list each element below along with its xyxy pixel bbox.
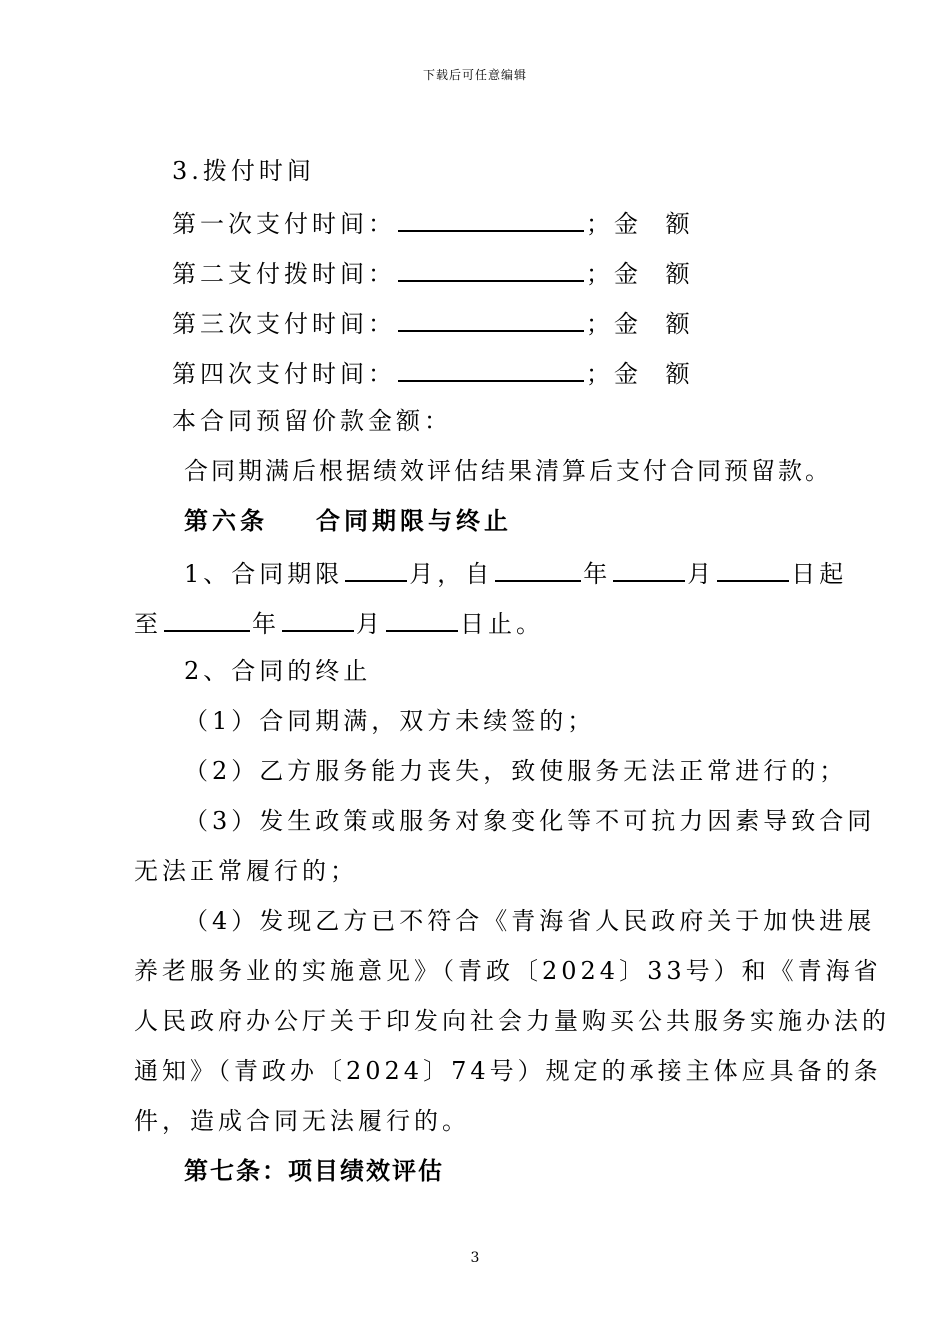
termination-item: （3）发生政策或服务对象变化等不可抗力因素导致合同 (184, 807, 876, 835)
term-months-blank[interactable] (345, 556, 407, 582)
payment-row (172, 306, 700, 339)
article7-heading: 第七条：项目绩效评估 (184, 1156, 444, 1185)
end-day-label: 日止。 (460, 610, 544, 638)
contract-term-line1 (184, 556, 847, 589)
reserve-amount-label: 本合同预留价款金额： (172, 407, 452, 435)
start-month-label: 月 (687, 560, 716, 588)
page-header: 下载后可任意编辑 (422, 68, 527, 82)
start-year-blank[interactable] (495, 556, 581, 582)
termination-item: 养老服务业的实施意见》（青政〔2024〕33号）和《青海省 (134, 957, 882, 985)
payment-separator: ； (586, 310, 614, 338)
end-day-blank[interactable] (386, 606, 458, 632)
termination-item: 件，造成合同无法履行的。 (134, 1107, 470, 1135)
termination-item: （4）发现乙方已不符合《青海省人民政府关于加快进展 (184, 907, 876, 935)
end-year-label: 年 (252, 610, 280, 638)
reserve-note: 合同期满后根据绩效评估结果清算后支付合同预留款。 (184, 457, 832, 485)
payment-schedule-title: 3.拨付时间 (172, 157, 315, 185)
payment-time-blank[interactable] (398, 356, 584, 382)
termination-item: 人民政府办公厅关于印发向社会力量购买公共服务实施办法的 (134, 1007, 890, 1035)
article6-heading (184, 506, 512, 536)
payment-row (172, 356, 700, 389)
termination-item: （2）乙方服务能力丧失，致使服务无法正常进行的； (184, 757, 848, 785)
payment-time-blank[interactable] (398, 206, 584, 232)
termination-item: 通知》（青政办〔2024〕74号）规定的承接主体应具备的条 (134, 1057, 882, 1085)
term-month-unit: 月，自 (409, 560, 494, 588)
term-prefix: 1、合同期限 (184, 560, 344, 588)
payment-label: 第四次支付时间： (172, 360, 396, 388)
page-number: 3 (470, 1250, 480, 1266)
termination-item: 无法正常履行的； (134, 857, 358, 885)
payment-separator: ； (586, 360, 614, 388)
article6-number: 第六条 (184, 506, 268, 535)
payment-label: 第二支付拨时间： (172, 260, 396, 288)
article6-title: 合同期限与终止 (316, 506, 512, 535)
payment-separator: ； (586, 210, 614, 238)
start-day-blank[interactable] (717, 556, 789, 582)
payment-amount-label: 金 额 (614, 360, 700, 388)
end-year-blank[interactable] (164, 606, 250, 632)
termination-title: 2、合同的终止 (184, 657, 372, 685)
payment-row (172, 256, 700, 289)
payment-label: 第三次支付时间： (172, 310, 396, 338)
end-month-label: 月 (356, 610, 384, 638)
payment-time-blank[interactable] (398, 256, 584, 282)
end-month-blank[interactable] (282, 606, 354, 632)
payment-separator: ； (586, 260, 614, 288)
payment-amount-label: 金 额 (614, 260, 700, 288)
start-day-label: 日起 (791, 560, 848, 588)
payment-amount-label: 金 额 (614, 310, 700, 338)
contract-term-line2 (134, 606, 544, 639)
payment-amount-label: 金 额 (614, 210, 700, 238)
payment-label: 第一次支付时间： (172, 210, 396, 238)
payment-time-blank[interactable] (398, 306, 584, 332)
payment-row (172, 206, 700, 239)
term-to: 至 (134, 610, 162, 638)
start-month-blank[interactable] (613, 556, 685, 582)
termination-item: （1）合同期满，双方未续签的； (184, 707, 596, 735)
start-year-label: 年 (583, 560, 612, 588)
